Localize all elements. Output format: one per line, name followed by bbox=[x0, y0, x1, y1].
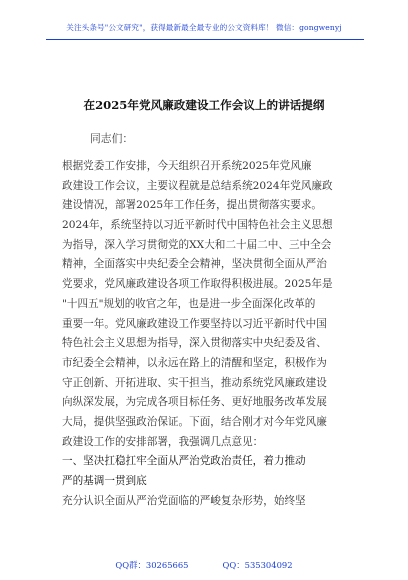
body-line: 精神，全面落实中央纪委全会精神，坚决贯彻全面从严治 bbox=[62, 258, 327, 271]
body-line: 党要求，党风廉政建设各项工作取得积极进展。2025年是 bbox=[62, 278, 333, 291]
body-line: 大局，提供坚强政治保证。下面，结合刚才对今年党风廉 bbox=[62, 415, 327, 428]
body-line: 重要一年。党风廉政建设工作要坚持以习近平新时代中国 bbox=[62, 317, 327, 330]
footer-qq-group: QQ群：30265665 bbox=[115, 560, 189, 570]
body-line: 充分认识全面从严治党面临的严峻复杂形势，始终坚 bbox=[62, 494, 306, 507]
footer-contact bbox=[0, 559, 408, 571]
body-line: 守正创新、开拓进取、实干担当，推动系统党风廉政建设 bbox=[62, 376, 327, 389]
body-line: 政建设工作会议，主要议程就是总结系统2024年党风廉政 bbox=[62, 179, 333, 192]
body-line: 为指导，深入学习贯彻党的XX大和二十届二中、三中全会 bbox=[62, 238, 332, 251]
body-line: 政建设工作的安排部署，我强调几点意见： bbox=[62, 435, 264, 448]
body-line: 向纵深发展，为完成各项目标任务、更好地服务改革发展 bbox=[62, 396, 327, 409]
body-line: 市纪委全会精神，以永远在路上的清醒和坚定，积极作为 bbox=[62, 356, 327, 369]
document-title: 在2025年党风廉政建设工作会议上的讲话提纲 bbox=[83, 98, 325, 112]
section-heading-line: 一、坚决扛稳扛牢全面从严治党政治责任，着力推动 bbox=[62, 455, 306, 468]
body-line: 2024年，系统坚持以习近平新时代中国特色社会主义思想 bbox=[62, 219, 333, 232]
document-body bbox=[62, 157, 352, 511]
footer-qq: QQ：535304092 bbox=[222, 560, 293, 570]
header-banner: 关注头条号"公文研究"，获得最新最全最专业的公文资料库！ 微信：gongwenyj bbox=[66, 23, 342, 32]
body-line: "十四五"规划的收官之年，也是进一步全面深化改革的 bbox=[62, 297, 316, 310]
body-line: 特色社会主义思想为指导，深入贯彻落实中央纪委及省、 bbox=[62, 337, 327, 350]
section-heading-line: 严的基调一贯到底 bbox=[62, 475, 147, 487]
body-line: 建设情况，部署2025年工作任务，提出贯彻落实要求。 bbox=[62, 199, 323, 212]
body-line: 根据党委工作安排，今天组织召开系统2025年党风廉 bbox=[62, 160, 312, 172]
header-divider bbox=[46, 39, 364, 40]
salutation: 同志们： bbox=[90, 132, 134, 145]
